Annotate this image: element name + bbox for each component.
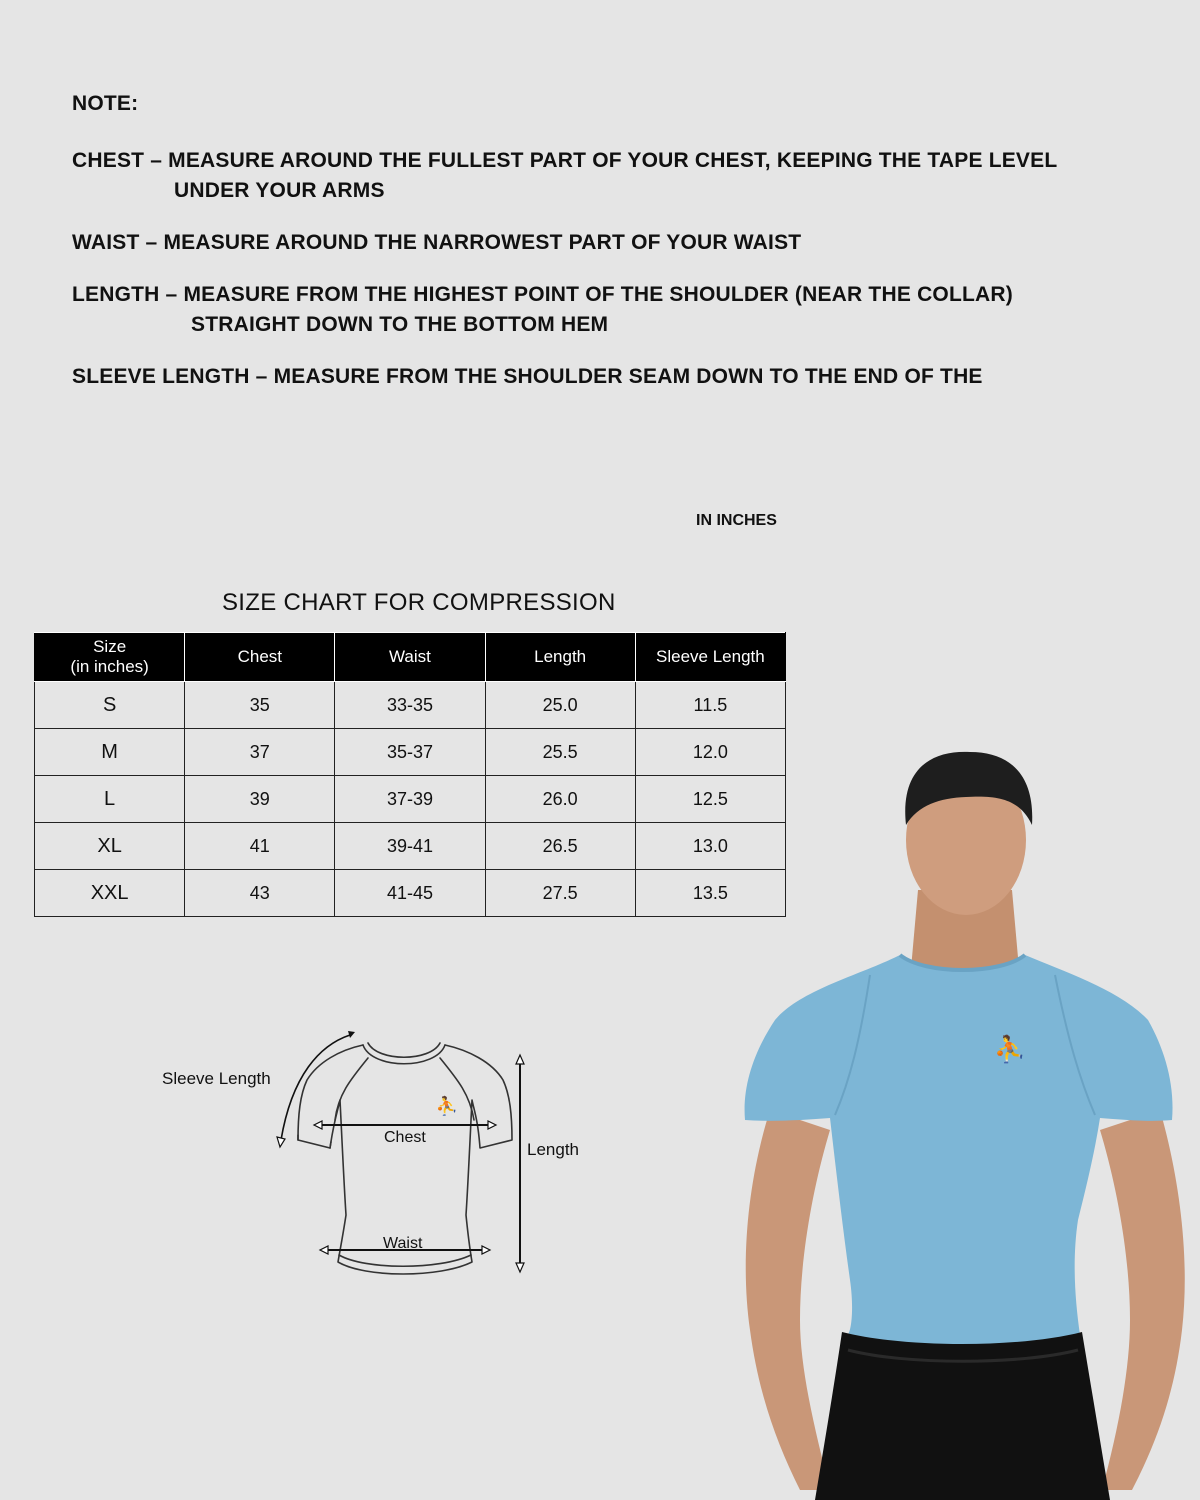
note-sleeve-text: MEASURE FROM THE SHOULDER SEAM DOWN TO THE END OF THE: [267, 365, 983, 388]
cell-size: S: [35, 682, 185, 729]
note-chest-cont: UNDER YOUR ARMS: [174, 179, 385, 202]
cell-length: 27.5: [485, 870, 635, 917]
cell-size: XXL: [35, 870, 185, 917]
note-length-cont: STRAIGHT DOWN TO THE BOTTOM HEM: [191, 313, 609, 336]
note-waist-label: WAIST –: [72, 231, 158, 254]
measurement-notes: [72, 92, 1182, 414]
cell-sleeve: 13.5: [635, 870, 785, 917]
note-sleeve: [72, 362, 1182, 392]
model-right-arm: [1100, 1110, 1185, 1490]
cell-length: 26.5: [485, 823, 635, 870]
cell-length: 25.5: [485, 729, 635, 776]
table-row: [35, 729, 786, 776]
cell-chest: 41: [185, 823, 335, 870]
header-sleeve-length: Sleeve Length: [635, 633, 785, 682]
cell-size: XL: [35, 823, 185, 870]
unit-label: IN INCHES: [696, 512, 777, 529]
model-left-arm: [746, 1110, 830, 1490]
note-length-text: MEASURE FROM THE HIGHEST POINT OF THE SHOULDER (NEAR THE COLLAR): [177, 283, 1013, 306]
cell-chest: 37: [185, 729, 335, 776]
header-waist: Waist: [335, 633, 485, 682]
shirt-logo-icon: ⛹: [993, 1034, 1027, 1064]
diagram-length-label: Length: [527, 1140, 579, 1159]
note-chest-text: MEASURE AROUND THE FULLEST PART OF YOUR CHEST, KEEPING THE TAPE LEVEL: [162, 149, 1058, 172]
note-sleeve-label: SLEEVE LENGTH –: [72, 365, 268, 388]
note-length-label: LENGTH –: [72, 283, 178, 306]
model-shorts: [815, 1332, 1110, 1500]
cell-waist: 33-35: [335, 682, 485, 729]
note-waist-text: MEASURE AROUND THE NARROWEST PART OF YOUR WAIST: [157, 231, 802, 254]
diagram-sleeve-label: Sleeve Length: [162, 1069, 271, 1088]
cell-chest: 39: [185, 776, 335, 823]
table-header-row: [35, 633, 786, 682]
table-row: [35, 823, 786, 870]
note-waist: [72, 228, 1182, 258]
cell-sleeve: 11.5: [635, 682, 785, 729]
note-chest: [72, 146, 1182, 206]
cell-length: 26.0: [485, 776, 635, 823]
size-chart-table: [34, 632, 786, 917]
cell-size: M: [35, 729, 185, 776]
cell-waist: 39-41: [335, 823, 485, 870]
header-length: Length: [485, 633, 635, 682]
tshirt-collar: [363, 1045, 445, 1064]
table-row: [35, 870, 786, 917]
cell-sleeve: 13.0: [635, 823, 785, 870]
cell-waist: 41-45: [335, 870, 485, 917]
cell-sleeve: 12.0: [635, 729, 785, 776]
cell-length: 25.0: [485, 682, 635, 729]
tee-logo-icon: ⛹: [435, 1096, 459, 1116]
diagram-chest-label: Chest: [384, 1129, 426, 1146]
diagram-waist-label: Waist: [383, 1235, 423, 1252]
cell-waist: 35-37: [335, 729, 485, 776]
header-size: Size (in inches): [35, 633, 185, 682]
chart-title: SIZE CHART FOR COMPRESSION: [222, 589, 616, 616]
header-chest: Chest: [185, 633, 335, 682]
cell-chest: 43: [185, 870, 335, 917]
cell-size: L: [35, 776, 185, 823]
cell-sleeve: 12.5: [635, 776, 785, 823]
note-chest-label: CHEST –: [72, 149, 163, 172]
note-length: [72, 280, 1182, 340]
tshirt-measurement-diagram: [150, 1020, 610, 1280]
model-photo: [720, 730, 1200, 1500]
table-row: [35, 682, 786, 729]
table-row: [35, 776, 786, 823]
cell-waist: 37-39: [335, 776, 485, 823]
note-title: NOTE:: [72, 92, 139, 115]
cell-chest: 35: [185, 682, 335, 729]
